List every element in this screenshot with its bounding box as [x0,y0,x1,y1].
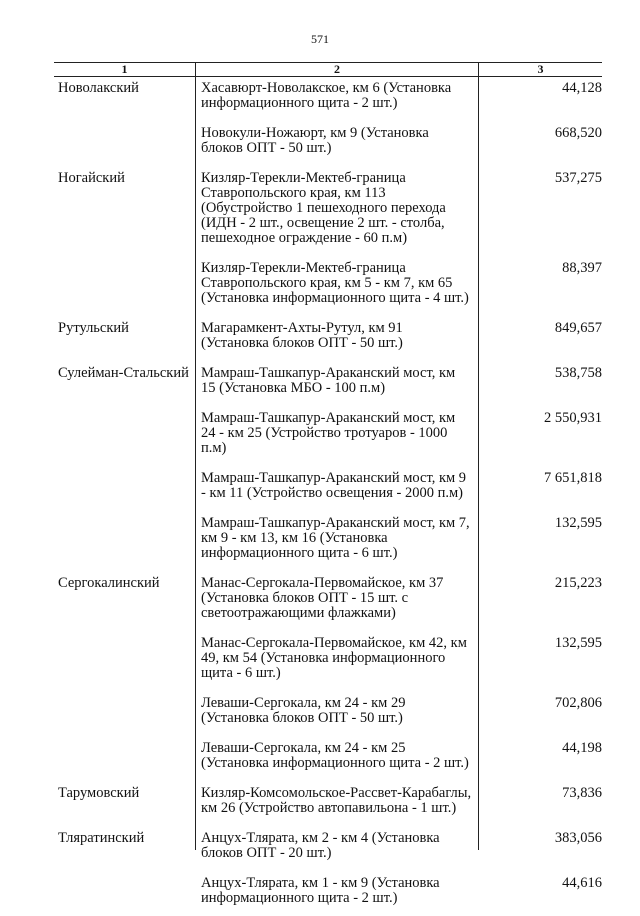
amount-cell: 383,056 [554,830,602,846]
table-row [54,466,602,511]
road-cell: Леваши-Сергокала, км 24 - км 29 (Установка блоков ОПТ - 50 шт.) [201,695,406,726]
district-cell: Тляратинский [58,830,145,846]
table-row [54,736,602,781]
table-row [54,571,602,631]
road-cell: Новокули-Ножаюрт, км 9 (Установка блоков ОПТ - 50 шт.) [201,125,429,156]
amount-cell: 132,595 [554,635,602,651]
page-number: 571 [311,32,329,46]
table-body [54,76,602,916]
amount-cell: 538,758 [554,365,602,381]
road-cell: Манас-Сергокала-Первомайское, км 37 (Установка блоков ОПТ - 15 шт. с светоотражающими флажками) [201,575,444,621]
table-row [54,511,602,571]
table-row [54,166,602,256]
road-cell: Кизляр-Терекли-Мектеб-граница Ставропольского края, км 5 - км 7, км 65 (Установка информационного щита - 4 шт.) [201,260,469,306]
amount-cell: 132,595 [554,515,602,531]
district-cell: Сергокалинский [58,575,160,591]
amount-cell: 73,836 [562,785,602,801]
amount-cell: 849,657 [554,320,602,336]
road-cell: Анцух-Тлярата, км 1 - км 9 (Установка информационного щита - 2 шт.) [201,875,440,906]
header-col-3: 3 [537,62,544,76]
amount-cell: 702,806 [554,695,602,711]
table-row [54,871,602,916]
table-row [54,76,602,121]
road-cell: Манас-Сергокала-Первомайское, км 42, км 49, км 54 (Установка информационного щита - 6 шт.) [201,635,467,681]
road-cell: Кизляр-Комсомольское-Рассвет-Карабаглы, км 26 (Устройство автопавильона - 1 шт.) [201,785,472,816]
table-row [54,691,602,736]
amount-cell: 7 651,818 [544,470,602,486]
table-row [54,406,602,466]
table-header-row [54,62,602,77]
district-cell: Тарумовский [58,785,140,801]
road-cell: Хасавюрт-Новолакское, км 6 (Установка информационного щита - 2 шт.) [201,80,452,111]
amount-cell: 44,198 [562,740,602,756]
district-cell: Сулейман-Стальский [58,365,189,381]
road-cell: Леваши-Сергокала, км 24 - км 25 (Установка информационного щита - 2 шт.) [201,740,469,771]
table-row [54,781,602,826]
amount-cell: 668,520 [554,125,602,141]
amount-cell: 215,223 [554,575,602,591]
amount-cell: 44,616 [562,875,602,891]
road-cell: Магарамкент-Ахты-Рутул, км 91 (Установка блоков ОПТ - 50 шт.) [201,320,403,351]
road-cell: Мамраш-Ташкапур-Араканский мост, км 7, км 9 - км 13, км 16 (Установка информационного щита - 6 шт.) [201,515,470,561]
header-col-1: 1 [121,62,128,76]
district-cell: Новолакский [58,80,139,96]
amount-cell: 537,275 [554,170,602,186]
header-col-2: 2 [334,62,340,76]
table-row [54,826,602,871]
amount-cell: 2 550,931 [544,410,602,426]
amount-cell: 88,397 [562,260,602,276]
table-row [54,631,602,691]
road-cell: Кизляр-Терекли-Мектеб-граница Ставропольского края, км 113 (Обустройство 1 пешеходного перехода (ИДН - 2 шт., освещение 2 шт. - столба, пешеходное ограждение - 60 п.м) [201,170,446,246]
table-row [54,316,602,361]
road-cell: Анцух-Тлярата, км 2 - км 4 (Установка блоков ОПТ - 20 шт.) [201,830,440,861]
road-cell: Мамраш-Ташкапур-Араканский мост, км 24 - км 25 (Устройство тротуаров - 1000 п.м) [201,410,456,456]
table-row [54,361,602,406]
district-cell: Рутульский [58,320,129,336]
road-cell: Мамраш-Ташкапур-Араканский мост, км 15 (Установка МБО - 100 п.м) [201,365,456,396]
road-cell: Мамраш-Ташкапур-Араканский мост, км 9 - км 11 (Устройство освещения - 2000 п.м) [201,470,467,501]
budget-table [54,62,602,906]
district-cell: Ногайский [58,170,125,186]
amount-cell: 44,128 [562,80,602,96]
table-row [54,121,602,166]
table-row [54,256,602,316]
